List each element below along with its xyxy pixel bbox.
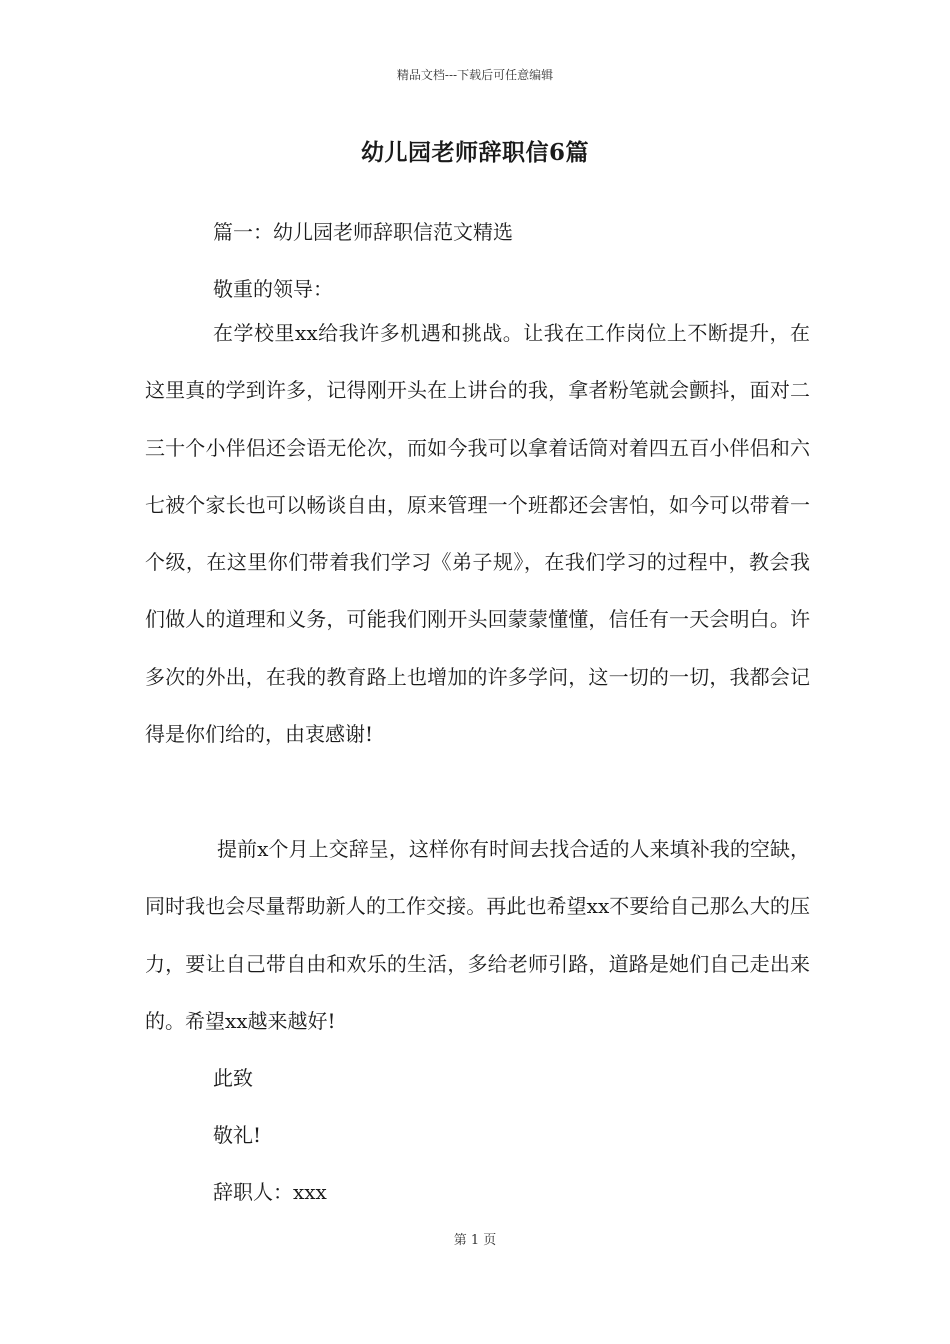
body-paragraph: 提前x个月上交辞呈，这样你有时间去找合适的人来填补我的空缺，同时我也会尽量帮助新人的工作交接。再此也希望xx不要给自己那么大的压力，要让自己带自由和欢乐的生活，多给老师引路，道路是她们自己走出来的。希望xx越来越好! xyxy=(145,837,810,1033)
closing-line: 此致 xyxy=(213,1066,253,1090)
document-title: 幼儿园老师辞职信6篇 xyxy=(360,139,589,166)
page-number: 第 1 页 xyxy=(453,1233,497,1248)
closing-salute: 敬礼! xyxy=(213,1123,262,1147)
body-paragraph: 在学校里xx给我许多机遇和挑战。让我在工作岗位上不断提升，在这里真的学到许多，记得刚开头在上讲台的我，拿者粉笔就会颤抖，面对二三十个小伴侣还会语无伦次，而如今我可以拿着话筒对着四五百小伴侣和六七被个家长也可以畅谈自由，原来管理一个班都还会害怕，如今可以带着一个级，在这里你们带着我们学习《弟子规》，在我们学习的过程中，教会我们做人的道理和义务，可能我们刚开头回蒙蒙懂懂，信任有一天会明白。许多次的外出，在我的教育路上也增加的许多学问，这一切的一切，我都会记得是你们给的，由衷感谢! xyxy=(145,321,810,747)
salutation: 敬重的领导： xyxy=(213,277,333,301)
section-heading: 篇一：幼儿园老师辞职信范文精选 xyxy=(213,220,513,244)
header-note: 精品文档---下载后可任意编辑 xyxy=(396,68,554,82)
signature-line: 辞职人：xxx xyxy=(213,1180,327,1204)
